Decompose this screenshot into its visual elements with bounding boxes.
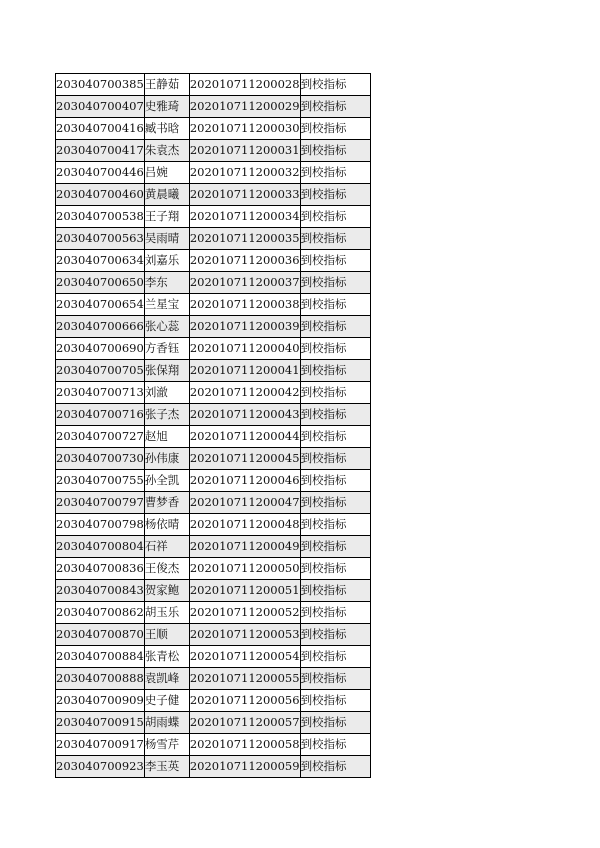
student-id-cell: 203040700716: [56, 404, 145, 426]
student-id-cell: 203040700917: [56, 734, 145, 756]
student-name-cell: 王顺: [144, 624, 189, 646]
student-id-cell: 203040700417: [56, 140, 145, 162]
table-row: [56, 536, 371, 558]
table-row: [56, 316, 371, 338]
admission-type-cell: 到校指标: [300, 470, 370, 492]
admission-type-cell: 到校指标: [300, 360, 370, 382]
student-id-cell: 203040700915: [56, 712, 145, 734]
admission-type-cell: 到校指标: [300, 580, 370, 602]
admission-code-cell: 202010711200052: [189, 602, 300, 624]
student-id-cell: 203040700862: [56, 602, 145, 624]
student-name-cell: 杨雪芹: [144, 734, 189, 756]
student-id-cell: 203040700690: [56, 338, 145, 360]
admission-type-cell: 到校指标: [300, 250, 370, 272]
admission-type-cell: 到校指标: [300, 668, 370, 690]
student-id-cell: 203040700909: [56, 690, 145, 712]
student-name-cell: 刘嘉乐: [144, 250, 189, 272]
student-name-cell: 朱袁杰: [144, 140, 189, 162]
student-id-cell: 203040700755: [56, 470, 145, 492]
table-row: [56, 602, 371, 624]
student-id-cell: 203040700634: [56, 250, 145, 272]
table-row: [56, 228, 371, 250]
student-name-cell: 赵旭: [144, 426, 189, 448]
admission-code-cell: 202010711200032: [189, 162, 300, 184]
student-id-cell: 203040700836: [56, 558, 145, 580]
student-name-cell: 臧书晗: [144, 118, 189, 140]
student-id-cell: 203040700884: [56, 646, 145, 668]
admission-type-cell: 到校指标: [300, 646, 370, 668]
student-name-cell: 李玉英: [144, 756, 189, 778]
admission-code-cell: 202010711200053: [189, 624, 300, 646]
admission-code-cell: 202010711200029: [189, 96, 300, 118]
table-row: [56, 624, 371, 646]
admission-type-cell: 到校指标: [300, 206, 370, 228]
admission-type-cell: 到校指标: [300, 404, 370, 426]
student-name-cell: 张子杰: [144, 404, 189, 426]
admission-type-cell: 到校指标: [300, 118, 370, 140]
admission-type-cell: 到校指标: [300, 316, 370, 338]
table-row: [56, 96, 371, 118]
admission-type-cell: 到校指标: [300, 140, 370, 162]
admission-code-cell: 202010711200028: [189, 74, 300, 96]
admission-type-cell: 到校指标: [300, 426, 370, 448]
admission-type-cell: 到校指标: [300, 338, 370, 360]
student-name-cell: 李东: [144, 272, 189, 294]
table-row: [56, 492, 371, 514]
table-row: [56, 448, 371, 470]
admission-code-cell: 202010711200054: [189, 646, 300, 668]
student-name-cell: 刘澈: [144, 382, 189, 404]
table-row: [56, 580, 371, 602]
table-row: [56, 294, 371, 316]
admission-code-cell: 202010711200042: [189, 382, 300, 404]
student-name-cell: 王俊杰: [144, 558, 189, 580]
admission-type-cell: 到校指标: [300, 558, 370, 580]
admission-code-cell: 202010711200030: [189, 118, 300, 140]
student-id-cell: 203040700727: [56, 426, 145, 448]
admission-code-cell: 202010711200040: [189, 338, 300, 360]
admission-code-cell: 202010711200033: [189, 184, 300, 206]
student-name-cell: 胡玉乐: [144, 602, 189, 624]
admission-type-cell: 到校指标: [300, 514, 370, 536]
student-id-cell: 203040700650: [56, 272, 145, 294]
admission-code-cell: 202010711200048: [189, 514, 300, 536]
student-id-cell: 203040700654: [56, 294, 145, 316]
table-row: [56, 558, 371, 580]
student-name-cell: 史子健: [144, 690, 189, 712]
table-row: [56, 250, 371, 272]
student-id-cell: 203040700563: [56, 228, 145, 250]
admission-type-cell: 到校指标: [300, 602, 370, 624]
admission-type-cell: 到校指标: [300, 492, 370, 514]
admission-type-cell: 到校指标: [300, 536, 370, 558]
student-name-cell: 曹梦香: [144, 492, 189, 514]
student-name-cell: 黄晨曦: [144, 184, 189, 206]
admission-type-cell: 到校指标: [300, 448, 370, 470]
table-row: [56, 360, 371, 382]
admission-code-cell: 202010711200050: [189, 558, 300, 580]
student-id-cell: 203040700843: [56, 580, 145, 602]
admission-type-cell: 到校指标: [300, 162, 370, 184]
admission-code-cell: 202010711200057: [189, 712, 300, 734]
student-name-cell: 孙伟康: [144, 448, 189, 470]
student-id-cell: 203040700870: [56, 624, 145, 646]
admission-type-cell: 到校指标: [300, 690, 370, 712]
student-id-cell: 203040700888: [56, 668, 145, 690]
table-row: [56, 140, 371, 162]
student-id-cell: 203040700666: [56, 316, 145, 338]
table-row: [56, 118, 371, 140]
admission-code-cell: 202010711200043: [189, 404, 300, 426]
student-name-cell: 石祥: [144, 536, 189, 558]
admission-code-cell: 202010711200041: [189, 360, 300, 382]
student-id-cell: 203040700730: [56, 448, 145, 470]
table-row: [56, 734, 371, 756]
student-id-cell: 203040700538: [56, 206, 145, 228]
table-row: [56, 382, 371, 404]
admission-code-cell: 202010711200055: [189, 668, 300, 690]
admission-code-cell: 202010711200059: [189, 756, 300, 778]
admission-code-cell: 202010711200031: [189, 140, 300, 162]
admission-code-cell: 202010711200034: [189, 206, 300, 228]
student-name-cell: 张保翔: [144, 360, 189, 382]
student-id-cell: 203040700713: [56, 382, 145, 404]
admission-code-cell: 202010711200044: [189, 426, 300, 448]
admission-code-cell: 202010711200051: [189, 580, 300, 602]
student-id-cell: 203040700407: [56, 96, 145, 118]
student-name-cell: 吕婉: [144, 162, 189, 184]
student-id-cell: 203040700798: [56, 514, 145, 536]
student-id-cell: 203040700385: [56, 74, 145, 96]
admission-type-cell: 到校指标: [300, 756, 370, 778]
student-name-cell: 贺家鲍: [144, 580, 189, 602]
table-row: [56, 206, 371, 228]
table-row: [56, 470, 371, 492]
student-id-cell: 203040700923: [56, 756, 145, 778]
admission-type-cell: 到校指标: [300, 184, 370, 206]
student-name-cell: 张心蕊: [144, 316, 189, 338]
admission-table: [55, 73, 371, 778]
table-row: [56, 646, 371, 668]
admission-type-cell: 到校指标: [300, 624, 370, 646]
table-body: [56, 74, 371, 778]
admission-code-cell: 202010711200038: [189, 294, 300, 316]
admission-code-cell: 202010711200056: [189, 690, 300, 712]
student-name-cell: 史雅琦: [144, 96, 189, 118]
table-row: [56, 338, 371, 360]
table-row: [56, 756, 371, 778]
admission-code-cell: 202010711200047: [189, 492, 300, 514]
table-row: [56, 272, 371, 294]
student-id-cell: 203040700705: [56, 360, 145, 382]
admission-type-cell: 到校指标: [300, 272, 370, 294]
table-row: [56, 668, 371, 690]
table-row: [56, 162, 371, 184]
admission-code-cell: 202010711200045: [189, 448, 300, 470]
table-row: [56, 712, 371, 734]
admission-type-cell: 到校指标: [300, 228, 370, 250]
admission-type-cell: 到校指标: [300, 382, 370, 404]
admission-code-cell: 202010711200037: [189, 272, 300, 294]
student-id-cell: 203040700797: [56, 492, 145, 514]
student-name-cell: 张青松: [144, 646, 189, 668]
table-row: [56, 184, 371, 206]
student-name-cell: 吴雨晴: [144, 228, 189, 250]
student-id-cell: 203040700804: [56, 536, 145, 558]
table-row: [56, 426, 371, 448]
admission-type-cell: 到校指标: [300, 96, 370, 118]
student-name-cell: 孙全凯: [144, 470, 189, 492]
student-name-cell: 胡雨蝶: [144, 712, 189, 734]
student-name-cell: 王静茹: [144, 74, 189, 96]
student-id-cell: 203040700446: [56, 162, 145, 184]
student-name-cell: 兰星宝: [144, 294, 189, 316]
admission-type-cell: 到校指标: [300, 294, 370, 316]
student-name-cell: 方香钰: [144, 338, 189, 360]
student-name-cell: 杨依晴: [144, 514, 189, 536]
admission-code-cell: 202010711200039: [189, 316, 300, 338]
student-name-cell: 王子翔: [144, 206, 189, 228]
admission-type-cell: 到校指标: [300, 734, 370, 756]
admission-type-cell: 到校指标: [300, 712, 370, 734]
admission-code-cell: 202010711200046: [189, 470, 300, 492]
table-row: [56, 690, 371, 712]
student-id-cell: 203040700460: [56, 184, 145, 206]
admission-code-cell: 202010711200035: [189, 228, 300, 250]
admission-code-cell: 202010711200036: [189, 250, 300, 272]
student-id-cell: 203040700416: [56, 118, 145, 140]
table-row: [56, 74, 371, 96]
admission-type-cell: 到校指标: [300, 74, 370, 96]
admission-code-cell: 202010711200049: [189, 536, 300, 558]
table-row: [56, 514, 371, 536]
table-row: [56, 404, 371, 426]
admission-code-cell: 202010711200058: [189, 734, 300, 756]
student-name-cell: 袁凯峰: [144, 668, 189, 690]
